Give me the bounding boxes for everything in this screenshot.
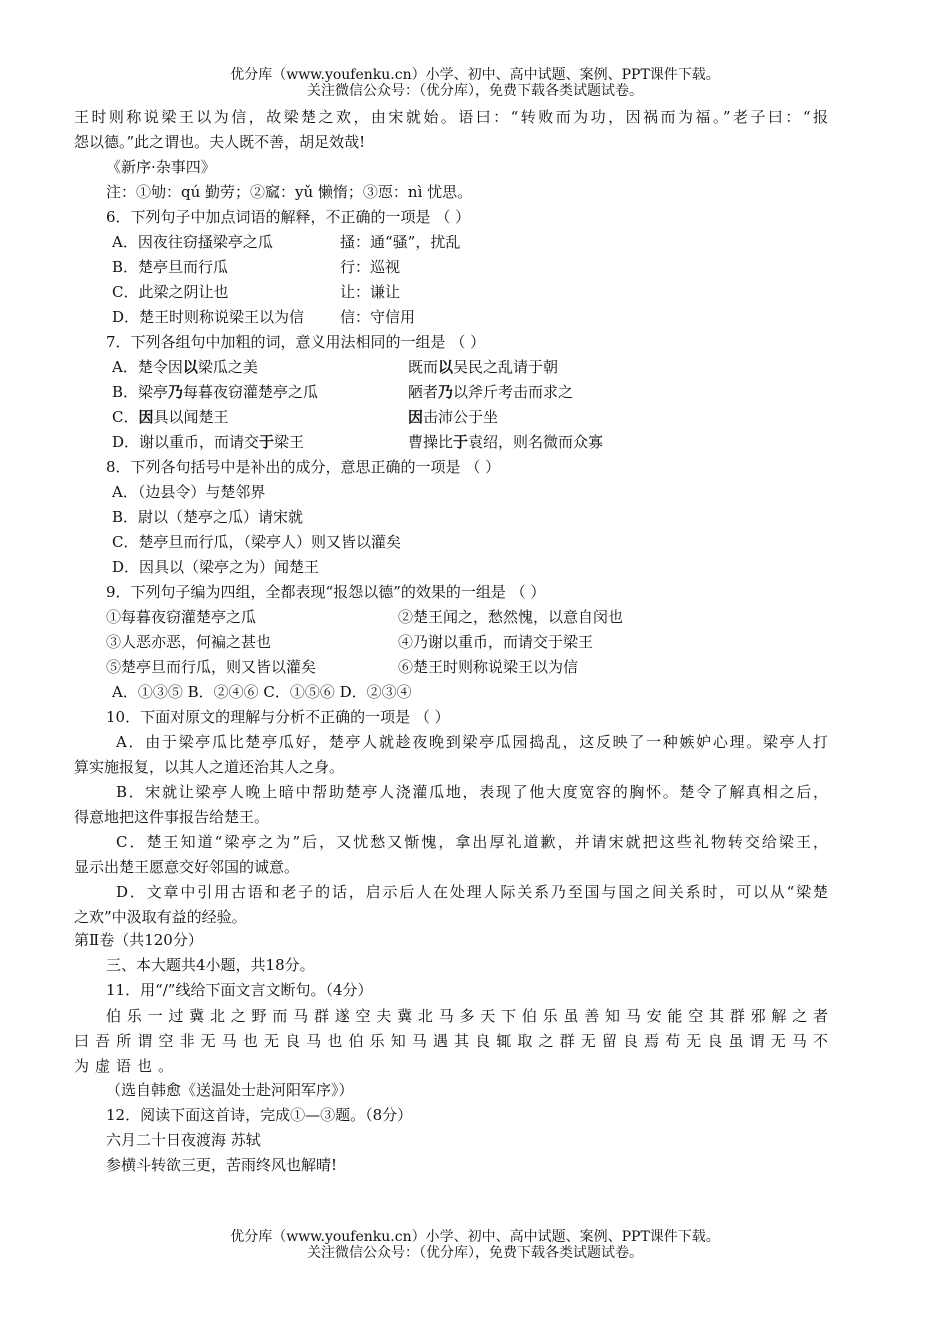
q7-d-right-post: 袁绍，则名微而众寡 xyxy=(468,433,604,451)
q6-option-b: B．楚亭旦而行瓜 xyxy=(112,258,229,276)
q6-option-c: C．此梁之阴让也 xyxy=(112,283,229,301)
poem-line-1: 参横斗转欲三更，苦雨终风也解晴! xyxy=(106,1156,338,1174)
q7-option-b-right xyxy=(408,381,573,403)
q6-stem: 6．下列句子中加点词语的解释，不正确的一项是 （ ） xyxy=(106,208,471,226)
q11-source: （选自韩愈《送温处士赴河阳军序》） xyxy=(106,1081,354,1099)
q7-a-left-bold: 以 xyxy=(182,358,198,376)
page-header xyxy=(0,67,950,99)
q11-stem: 11．用“/”线给下面文言文断句。（4分） xyxy=(106,981,373,999)
q7-option-d-left xyxy=(112,431,304,453)
poem-title: 六月二十日夜渡海 苏轼 xyxy=(106,1131,261,1149)
q6-option-a-explanation: 搔：通“骚”，扰乱 xyxy=(340,233,461,251)
q9-item-3: ③人恶亦恶，何褊之甚也 xyxy=(106,633,272,651)
q6-option-a: A．因夜往窃搔梁亭之瓜 xyxy=(112,233,273,251)
q7-b-left-pre: B．梁亭 xyxy=(112,383,169,401)
q7-d-right-pre: 曹操比 xyxy=(408,433,454,451)
q10-option-c-line-1: C．楚王知道“梁亭之为”后，又忧愁又惭愧，拿出厚礼道歉，并请宋就把这些礼物转交给梁王， xyxy=(116,833,828,851)
q10-option-d-line-2: 之欢”中汲取有益的经验。 xyxy=(74,908,247,926)
q9-item-1: ①每暮夜窃灌楚亭之瓜 xyxy=(106,608,257,626)
q6-option-c-explanation: 让：谦让 xyxy=(340,283,401,301)
q7-b-right-bold: 乃 xyxy=(438,383,454,401)
q10-option-b-line-1: B．宋就让梁亭人晚上暗中帮助楚亭人浇灌瓜地，表现了他大度宽容的胸怀。楚令了解真相之后， xyxy=(116,783,828,801)
q9-item-4: ④乃谢以重币，而请交于梁王 xyxy=(398,633,594,651)
header-line-1: 优分库（www.youfenku.cn）小学、初中、高中试题、案例、PPT课件下载。 xyxy=(230,67,720,83)
q7-a-left-pre: A．楚令因 xyxy=(112,358,183,376)
q7-c-right-bold: 因 xyxy=(408,408,424,426)
part2-section: 三、本大题共4小题，共18分。 xyxy=(106,956,315,974)
q7-c-left-bold: 因 xyxy=(138,408,154,426)
q7-b-right-post: 以斧斤考击而求之 xyxy=(453,383,574,401)
q7-c-left-post: 具以闻楚王 xyxy=(153,408,229,426)
q10-option-d-line-1: D．文章中引用古语和老子的话，启示后人在处理人际关系乃至国与国之间关系时，可以从“梁楚 xyxy=(116,883,828,901)
q11-text-line-3: 为虚语也。 xyxy=(74,1057,180,1075)
q10-option-b-line-2: 得意地把这件事报告给楚王。 xyxy=(74,808,270,826)
q7-option-c-right xyxy=(408,406,498,428)
q7-option-a-left xyxy=(112,356,258,378)
q7-b-right-pre: 陋者 xyxy=(408,383,439,401)
footer-line-2: 关注微信公众号：（优分库），免费下载各类试题试卷。 xyxy=(307,1245,643,1261)
q6-option-d-explanation: 信：守信用 xyxy=(340,308,416,326)
page-footer xyxy=(0,1229,950,1261)
q8-option-d: D．因具以（梁亭之为）闻楚王 xyxy=(112,558,320,576)
q7-a-right-pre: 既而 xyxy=(408,358,439,376)
part2-title: 第Ⅱ卷（共120分） xyxy=(74,931,203,949)
q11-text-line-2: 曰吾所谓空非无马也无良马也伯乐知马遇其良辄取之群无留良焉苟无良虽谓无马不 xyxy=(74,1032,828,1050)
q7-c-right-post: 击沛公于坐 xyxy=(423,408,499,426)
q7-c-left-pre: C． xyxy=(112,408,139,426)
q7-d-right-bold: 于 xyxy=(453,433,469,451)
q7-stem: 7．下列各组句中加粗的词，意义用法相同的一组是 （ ） xyxy=(106,333,486,351)
q10-stem: 10．下面对原文的理解与分析不正确的一项是 （ ） xyxy=(106,708,450,726)
q7-b-left-bold: 乃 xyxy=(168,383,184,401)
footer-line-1: 优分库（www.youfenku.cn）小学、初中、高中试题、案例、PPT课件下载。 xyxy=(230,1229,720,1245)
q7-d-left-pre: D．谢以重币，而请交 xyxy=(112,433,260,451)
q7-option-c-left xyxy=(112,406,229,428)
q7-option-a-right xyxy=(408,356,558,378)
q7-option-b-left xyxy=(112,381,318,403)
q7-a-left-post: 梁瓜之美 xyxy=(197,358,258,376)
q9-answers: A．①③⑤ B．②④⑥ C．①⑤⑥ D．②③④ xyxy=(112,683,412,701)
q10-option-c-line-2: 显示出楚王愿意交好邻国的诚意。 xyxy=(74,858,300,876)
q10-option-a-line-2: 算实施报复，以其人之道还治其人之身。 xyxy=(74,758,345,776)
q9-item-5: ⑤楚亭旦而行瓜，则又皆以灌矣 xyxy=(106,658,317,676)
q11-text-line-1: 伯乐一过冀北之野而马群遂空夫冀北马多天下伯乐虽善知马安能空其群邪解之者 xyxy=(106,1007,828,1025)
q7-d-left-post: 梁王 xyxy=(274,433,305,451)
q9-item-2: ②楚王闻之，愁然愧，以意自闵也 xyxy=(398,608,624,626)
q7-a-right-bold: 以 xyxy=(438,358,454,376)
passage-source: 《新序·杂事四》 xyxy=(106,158,216,176)
q8-stem: 8．下列各句括号中是补出的成分，意思正确的一项是 （ ） xyxy=(106,458,501,476)
passage-line-2: 怨以德。”此之谓也。夫人既不善，胡足效哉! xyxy=(74,133,366,151)
q7-a-right-post: 吴民之乱请于朝 xyxy=(453,358,559,376)
q8-option-b: B．尉以（楚亭之瓜）请宋就 xyxy=(112,508,304,526)
q10-option-a-line-1: A．由于梁亭瓜比楚亭瓜好，楚亭人就趁夜晚到梁亭瓜园捣乱，这反映了一种嫉妒心理。梁亭人打 xyxy=(116,733,828,751)
passage-line-1: 王时则称说梁王以为信，故梁楚之欢，由宋就始。语曰：“转败而为功，因祸而为福。”老子曰：“报 xyxy=(74,108,828,126)
header-line-2: 关注微信公众号：（优分库），免费下载各类试题试卷。 xyxy=(307,83,643,99)
q9-stem: 9．下列句子编为四组，全都表现“报怨以德”的效果的一组是 （ ） xyxy=(106,583,546,601)
q7-d-left-bold: 于 xyxy=(259,433,275,451)
q7-option-d-right xyxy=(408,431,603,453)
q6-option-b-explanation: 行：巡视 xyxy=(340,258,401,276)
q8-option-c: C．楚亭旦而行瓜，（梁亭人）则又皆以灌矣 xyxy=(112,533,401,551)
q9-item-6: ⑥楚王时则称说梁王以为信 xyxy=(398,658,579,676)
passage-notes: 注：①劬：qú 勤劳；②窳：yǔ 懒惰；③恧：nì 忧思。 xyxy=(106,183,473,201)
q12-stem: 12．阅读下面这首诗，完成①—③题。（8分） xyxy=(106,1106,413,1124)
q8-option-a: A．（边县令）与楚邻界 xyxy=(112,483,266,501)
q7-b-left-post: 每暮夜窃灌楚亭之瓜 xyxy=(183,383,319,401)
q6-option-d: D．楚王时则称说梁王以为信 xyxy=(112,308,305,326)
